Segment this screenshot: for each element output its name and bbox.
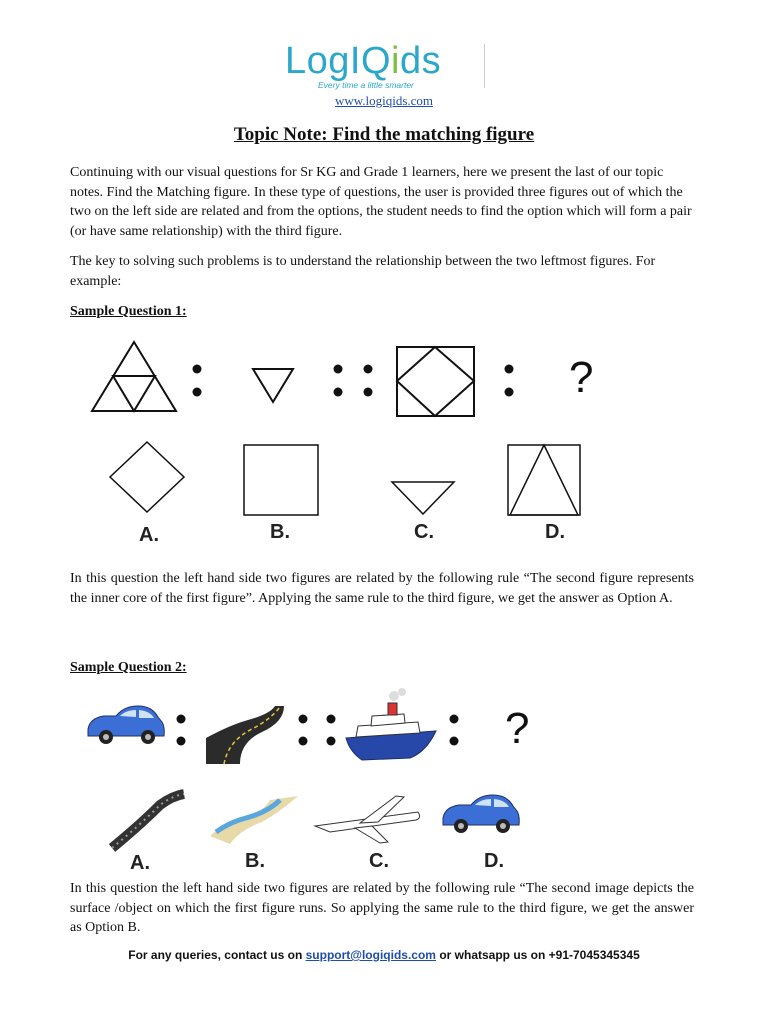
q2-option-c-label: C.	[369, 850, 389, 872]
intro-paragraph-1: Continuing with our visual questions for Sr KG and Grade 1 learners, here we present the last of our topic notes. Find the Matching figure. In these type of questions, the user is provided three figures out of which the two on the left side are related and from the options, the student needs to find the option which will form a pair (or have same relationship) with the third figure.	[70, 165, 692, 239]
q1-option-a-label: A.	[139, 524, 159, 546]
q2-option-c-airplane-icon	[315, 796, 420, 843]
q2-option-a-rail-track-icon	[112, 794, 184, 848]
logo-main: LogIQ	[285, 40, 392, 82]
footer-contact	[0, 948, 768, 962]
q2-car-icon	[88, 706, 164, 744]
colon-icon	[177, 715, 186, 746]
logo-end: ds	[399, 40, 442, 82]
question-2-heading: Sample Question 2:	[70, 660, 187, 675]
q2-option-d-car-icon	[443, 795, 519, 833]
question-1-explanation: In this question the left hand side two figures are related by the following rule “The second figure represents the inner core of the first figure”. Applying the same rule to the third figure, we get the answer as Option A.	[70, 571, 694, 606]
q1-option-b-label: B.	[270, 521, 290, 543]
page-title: Topic Note: Find the matching figure	[233, 124, 535, 145]
q2-question-mark: ?	[505, 704, 530, 753]
question-1-heading: Sample Question 1:	[70, 304, 187, 319]
q2-ship-icon	[346, 688, 436, 760]
q2-option-b-label: B.	[245, 850, 265, 872]
support-email-link[interactable]: support@logiqids.com	[305, 948, 436, 962]
question-2-explanation: In this question the left hand side two figures are related by the following rule “The second image depicts the surface /object on which the first figure runs. So applying the same rule to the third figure, we get the answer as Option B.	[70, 881, 694, 935]
double-colon-icon	[299, 715, 336, 746]
q1-question-mark: ?	[569, 353, 594, 402]
q2-option-a-label: A.	[130, 852, 150, 874]
q2-option-b-river-icon	[210, 796, 298, 844]
footer-suffix: or whatsapp us on +91-7045345345	[435, 948, 640, 962]
website-link[interactable]: www.logiqids.com	[334, 93, 434, 108]
intro-paragraph-2: The key to solving such problems is to understand the relationship between the two leftmost figures. For example:	[70, 254, 656, 289]
q1-option-d-label: D.	[545, 521, 565, 543]
q2-road-icon	[206, 706, 284, 764]
q1-option-c-label: C.	[414, 521, 434, 543]
colon-icon	[450, 715, 459, 746]
logo-tagline: Every time a little smarter	[318, 80, 414, 90]
logo-q: i	[391, 40, 400, 82]
q2-option-d-label: D.	[484, 850, 504, 872]
footer-prefix: For any queries, contact us on	[128, 948, 306, 962]
